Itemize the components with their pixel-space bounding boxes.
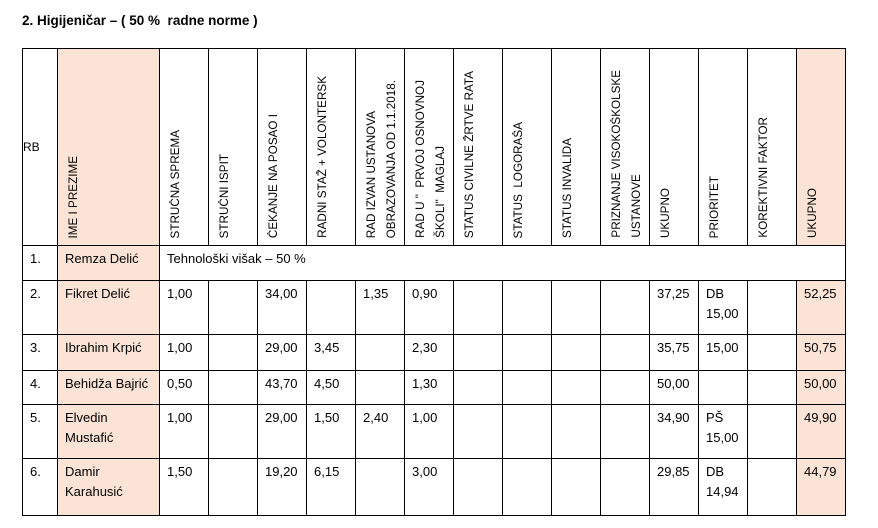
cell-ukupno: 34,90 bbox=[650, 405, 699, 459]
cell-strucna-sprema: 0,50 bbox=[160, 371, 209, 405]
cell-note: Tehnološki višak – 50 % bbox=[160, 246, 846, 281]
cell-radni-staz: 3,45 bbox=[307, 335, 356, 371]
column-header-rad-u-prvoj-osnovnoj-skoli bbox=[405, 49, 454, 246]
cell-status-invalida bbox=[552, 281, 601, 335]
cell-prioritet: DB 15,00 bbox=[699, 281, 748, 335]
column-header-radni-staz-volonterski bbox=[307, 49, 356, 246]
cell-status-logorasa bbox=[503, 405, 552, 459]
cell-status-invalida bbox=[552, 335, 601, 371]
cell-prioritet: DB 14,94 bbox=[699, 459, 748, 516]
cell-rad-izvan-ustanova bbox=[356, 371, 405, 405]
column-header-status-logorasa bbox=[503, 49, 552, 246]
cell-name: Ibrahim Krpić bbox=[58, 335, 160, 371]
cell-korektivni-faktor bbox=[748, 281, 797, 335]
column-header-label: PRIORITET bbox=[708, 175, 721, 238]
column-header-label: ČEKANJE NA POSAO I bbox=[267, 113, 280, 238]
cell-status-logorasa bbox=[503, 371, 552, 405]
cell-strucna-sprema: 1,00 bbox=[160, 405, 209, 459]
cell-rad-izvan-ustanova: 2,40 bbox=[356, 405, 405, 459]
cell-name: Elvedin Mustafić bbox=[58, 405, 160, 459]
cell-strucni-ispit bbox=[209, 371, 258, 405]
cell-name: Remza Delić bbox=[58, 246, 160, 281]
cell-cekanje-na-posao: 43,70 bbox=[258, 371, 307, 405]
column-header-label: RADNI STAŽ + VOLONTERSK bbox=[316, 76, 329, 238]
cell-strucni-ispit bbox=[209, 459, 258, 516]
table-row bbox=[23, 281, 846, 335]
column-header-label: KOREKTIVNI FAKTOR bbox=[757, 117, 770, 238]
candidates-table bbox=[22, 48, 846, 516]
cell-name: Damir Karahusić bbox=[58, 459, 160, 516]
cell-status-logorasa bbox=[503, 335, 552, 371]
cell-rad-u-skoli: 3,00 bbox=[405, 459, 454, 516]
cell-priznanje bbox=[601, 371, 650, 405]
cell-status-invalida bbox=[552, 405, 601, 459]
cell-strucna-sprema: 1,50 bbox=[160, 459, 209, 516]
column-header-label: STRUČNA SPREMA bbox=[169, 129, 182, 238]
cell-rb: 6. bbox=[23, 459, 58, 516]
cell-strucna-sprema: 1,00 bbox=[160, 335, 209, 371]
column-header-status-invalida bbox=[552, 49, 601, 246]
cell-rad-izvan-ustanova: 1,35 bbox=[356, 281, 405, 335]
cell-status-civilne-zrtve bbox=[454, 405, 503, 459]
column-header-strucna-sprema bbox=[160, 49, 209, 246]
cell-rad-u-skoli: 1,30 bbox=[405, 371, 454, 405]
table-row bbox=[23, 371, 846, 405]
column-header-label: UKUPNO bbox=[659, 187, 672, 238]
cell-priznanje bbox=[601, 459, 650, 516]
cell-status-civilne-zrtve bbox=[454, 371, 503, 405]
column-header-label: STATUS INVALIDA bbox=[561, 137, 574, 238]
cell-korektivni-faktor bbox=[748, 459, 797, 516]
cell-cekanje-na-posao: 34,00 bbox=[258, 281, 307, 335]
column-header-status-civilne-zrtve-rata bbox=[454, 49, 503, 246]
cell-strucni-ispit bbox=[209, 405, 258, 459]
column-header-rad-izvan-ustanova bbox=[356, 49, 405, 246]
cell-status-civilne-zrtve bbox=[454, 459, 503, 516]
cell-rb: 3. bbox=[23, 335, 58, 371]
cell-cekanje-na-posao: 19,20 bbox=[258, 459, 307, 516]
cell-prioritet: PŠ 15,00 bbox=[699, 405, 748, 459]
cell-korektivni-faktor bbox=[748, 371, 797, 405]
column-header-label: IME I PREZIME bbox=[67, 155, 80, 238]
cell-strucna-sprema: 1,00 bbox=[160, 281, 209, 335]
cell-strucni-ispit bbox=[209, 281, 258, 335]
table-row bbox=[23, 335, 846, 371]
cell-ukupno: 35,75 bbox=[650, 335, 699, 371]
cell-priznanje bbox=[601, 335, 650, 371]
cell-ukupno-final: 49,90 bbox=[797, 405, 846, 459]
cell-strucni-ispit bbox=[209, 335, 258, 371]
cell-ukupno: 37,25 bbox=[650, 281, 699, 335]
cell-radni-staz: 1,50 bbox=[307, 405, 356, 459]
column-header-cekanje-na-posao bbox=[258, 49, 307, 246]
column-header-strucni-ispit bbox=[209, 49, 258, 246]
column-header-ukupno-final bbox=[797, 49, 846, 246]
cell-ukupno-final: 52,25 bbox=[797, 281, 846, 335]
section-title: 2. Higijeničar – ( 50 % radne norme ) bbox=[22, 13, 258, 28]
column-header-prioritet bbox=[699, 49, 748, 246]
header-row bbox=[23, 49, 846, 246]
cell-radni-staz: 6,15 bbox=[307, 459, 356, 516]
cell-status-civilne-zrtve bbox=[454, 281, 503, 335]
cell-rad-u-skoli: 0,90 bbox=[405, 281, 454, 335]
column-header-label: RAD IZVAN USTANOVA OBRAZOVANJA OD 1.1.2018. bbox=[365, 79, 398, 238]
column-header-label: UKUPNO bbox=[806, 187, 819, 238]
cell-name: Behidža Bajrić bbox=[58, 371, 160, 405]
column-header-priznanje-visokoskolske-ustanove bbox=[601, 49, 650, 246]
table-row bbox=[23, 246, 846, 281]
cell-prioritet bbox=[699, 371, 748, 405]
cell-ukupno: 29,85 bbox=[650, 459, 699, 516]
cell-ukupno-final: 50,75 bbox=[797, 335, 846, 371]
cell-rb: 1. bbox=[23, 246, 58, 281]
column-header-label: RB bbox=[23, 140, 40, 154]
cell-ukupno: 50,00 bbox=[650, 371, 699, 405]
table-row bbox=[23, 405, 846, 459]
column-header-label: STATUS LOGORAŠA bbox=[512, 121, 525, 238]
cell-rad-u-skoli: 1,00 bbox=[405, 405, 454, 459]
cell-ukupno-final: 44,79 bbox=[797, 459, 846, 516]
cell-radni-staz: 4,50 bbox=[307, 371, 356, 405]
cell-cekanje-na-posao: 29,00 bbox=[258, 405, 307, 459]
cell-rad-izvan-ustanova bbox=[356, 459, 405, 516]
column-header-label: STATUS CIVILNE ŽRTVE RATA bbox=[463, 70, 476, 238]
cell-ukupno-final: 50,00 bbox=[797, 371, 846, 405]
column-header-label: STRUČNI ISPIT bbox=[218, 153, 231, 238]
column-header-rb bbox=[23, 49, 58, 246]
cell-status-logorasa bbox=[503, 459, 552, 516]
cell-status-invalida bbox=[552, 459, 601, 516]
cell-rb: 2. bbox=[23, 281, 58, 335]
cell-rad-u-skoli: 2,30 bbox=[405, 335, 454, 371]
cell-rb: 4. bbox=[23, 371, 58, 405]
cell-korektivni-faktor bbox=[748, 405, 797, 459]
column-header-korektivni-faktor bbox=[748, 49, 797, 246]
cell-radni-staz bbox=[307, 281, 356, 335]
cell-name: Fikret Delić bbox=[58, 281, 160, 335]
cell-cekanje-na-posao: 29,00 bbox=[258, 335, 307, 371]
cell-status-civilne-zrtve bbox=[454, 335, 503, 371]
cell-status-invalida bbox=[552, 371, 601, 405]
cell-rb: 5. bbox=[23, 405, 58, 459]
cell-prioritet: 15,00 bbox=[699, 335, 748, 371]
column-header-ukupno bbox=[650, 49, 699, 246]
cell-korektivni-faktor bbox=[748, 335, 797, 371]
column-header-label: PRIZNANJE VISOKOŠKOLSKE USTANOVE bbox=[610, 70, 643, 238]
cell-rad-izvan-ustanova bbox=[356, 335, 405, 371]
cell-priznanje bbox=[601, 405, 650, 459]
cell-priznanje bbox=[601, 281, 650, 335]
table-row bbox=[23, 459, 846, 516]
column-header-ime-i-prezime bbox=[58, 49, 160, 246]
column-header-label: RAD U " PRVOJ OSNOVNOJ ŠKOLI" MAGLAJ bbox=[414, 80, 447, 238]
cell-status-logorasa bbox=[503, 281, 552, 335]
